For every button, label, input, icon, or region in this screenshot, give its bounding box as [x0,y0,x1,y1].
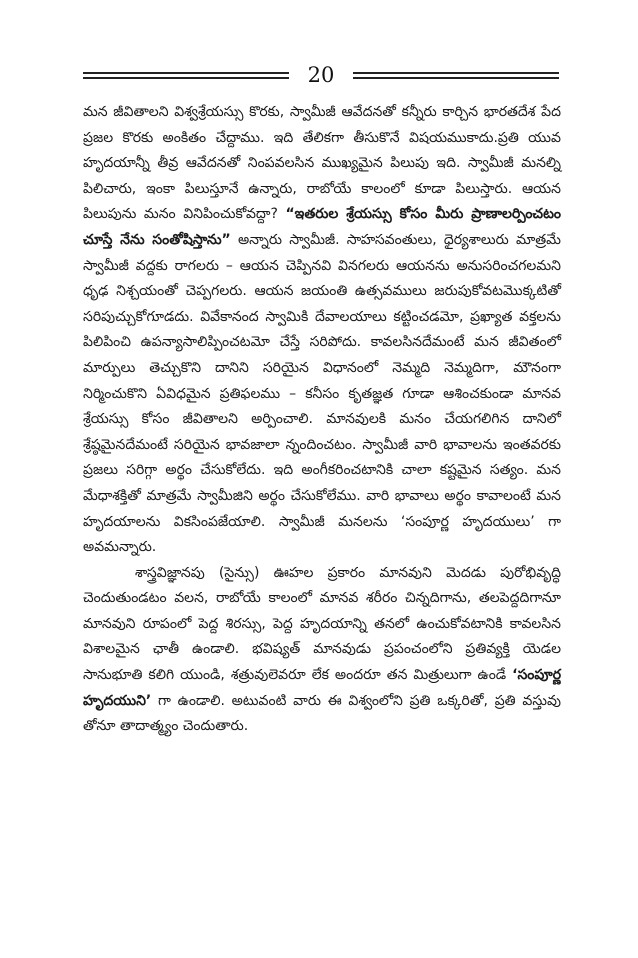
paragraph-1-text-end: అన్నారు స్వామీజీ. సాహసవంతులు, ధైర్యశాలురు మాత్రమే స్వామీజీ వద్దకు రాగలరు – ఆయన చెప్పినవి వినగలరు ఆయనను అనుసరించగలమని ధృఢ నిశ్చయంతో చెప్పగలరు. ఆయన జయంతి ఉత్సవములు జరుపుకోవటమొక్కటితో సరిపుచ్చుకోగూడదు. వివేకానంద స్వామికి దేవాలయాలు కట్టించడమో, ప్రఖ్యాత వక్తలను పిలిపించి ఉపన్యాసాలిప్పించటమో చేస్తే సరిపోదు. కావలసినదేమంటే మన జీవితంలో మార్పులు తెచ్చుకొని దానిని సరియైన విధానంలో నెమ్మది నెమ్మదిగా, మౌనంగా నిర్మించుకొని ఏవిధమైన ప్రతిఫలము – కనీసం కృతజ్ఞత గూడా ఆశించకుండా మానవ శ్రేయస్సు కోసం జీవితాలని అర్పించాలి. మానవులకి మనం చేయగలిగిన దానిలో శ్రేష్ఠమైనదేమంటే సరియైన భావజాలా న్నందించటం. స్వామీజీ వారి భావాలను ఇంతవరకు ప్రజలు సరిగ్గా అర్థం చేసుకోలేదు. ఇది అంగీకరించటానికి చాలా కష్టమైన సత్యం. మన మేధాశక్తితో మాత్రమే స్వామీజిని అర్థం చేసుకోలేము. వారి భావాలు అర్థం కావాలంటే మన హృదయాలను వికసింపజేయాలి. స్వామీజీ మనలను ‘సంపూర్ణ హృదయులు’ గా అవమన్నారు. [83,231,561,556]
page-header [83,58,559,92]
bold-quote: “ఇతరుల శ్రేయస్సు కోసం మీరు ప్రాణాలర్పించటం చూస్తే నేను సంతోషిస్తాను” [83,206,561,248]
header-rule-right [353,72,559,79]
paragraph-1 [83,100,561,561]
paragraph-2-text-end: గా ఉండాలి. అటువంటి వారు ఈ విశ్వంలోని ప్రతి ఒక్కరితో, ప్రతి వస్తువు తోనూ తాదాత్మ్యం చెందుతారు. [83,692,561,735]
paragraph-2-text-start: శాస్త్రవిజ్ఞానపు (సైన్సు) ఊహల ప్రకారం మానవుని మెదడు పురోభివృద్ధి చెందుతుండటం వలన, రాబోయే కాలంలో మానవ శరీరం చిన్నదిగాను, తలపెద్దదిగానూ మానవుని రూపంలో పెద్ద శిరస్సు, పెద్ద హృదయాన్ని తనలో ఉంచుకోవటానికి కావలసిన విశాలమైన ఛాతీ ఉండాలి. భవిష్యత్ మానవుడు ప్రపంచంలోని ప్రతివ్యక్తి యెడల సానుభూతి కలిగి యుండి, శత్రువులెవరూ లేక అందరూ తన మిత్రులుగా ఉండే [83,564,561,684]
page-body [83,100,561,740]
page-number: 20 [307,63,335,87]
bold-phrase: ‘సంపూర్ణ హృదయుని’ [83,667,561,709]
paragraph-2 [83,561,561,740]
paragraph-1-text-start: మన జీవితాలని విశ్వశ్రేయస్సు కొరకు, స్వామీజీ ఆవేదనతో కన్నీరు కార్చిన భారతదేశ పేద ప్రజల కొరకు అంకితం చేద్దాము. ఇది తేలికగా తీసుకొనే విషయముకాదు.ప్రతి యువ హృదయాన్నీ తీవ్ర ఆవేదనతో నింపవలసిన ముఖ్యమైన పిలుపు ఇది. స్వామీజీ మనల్ని పిలిచారు, ఇంకా పిలుస్తూనే ఉన్నారు, రాబోయే కాలంలో కూడా పిలుస్తారు. ఆయన పిలుపును మనం వినిపించుకోవద్దా? [83,104,561,223]
header-rule-left [83,72,289,79]
